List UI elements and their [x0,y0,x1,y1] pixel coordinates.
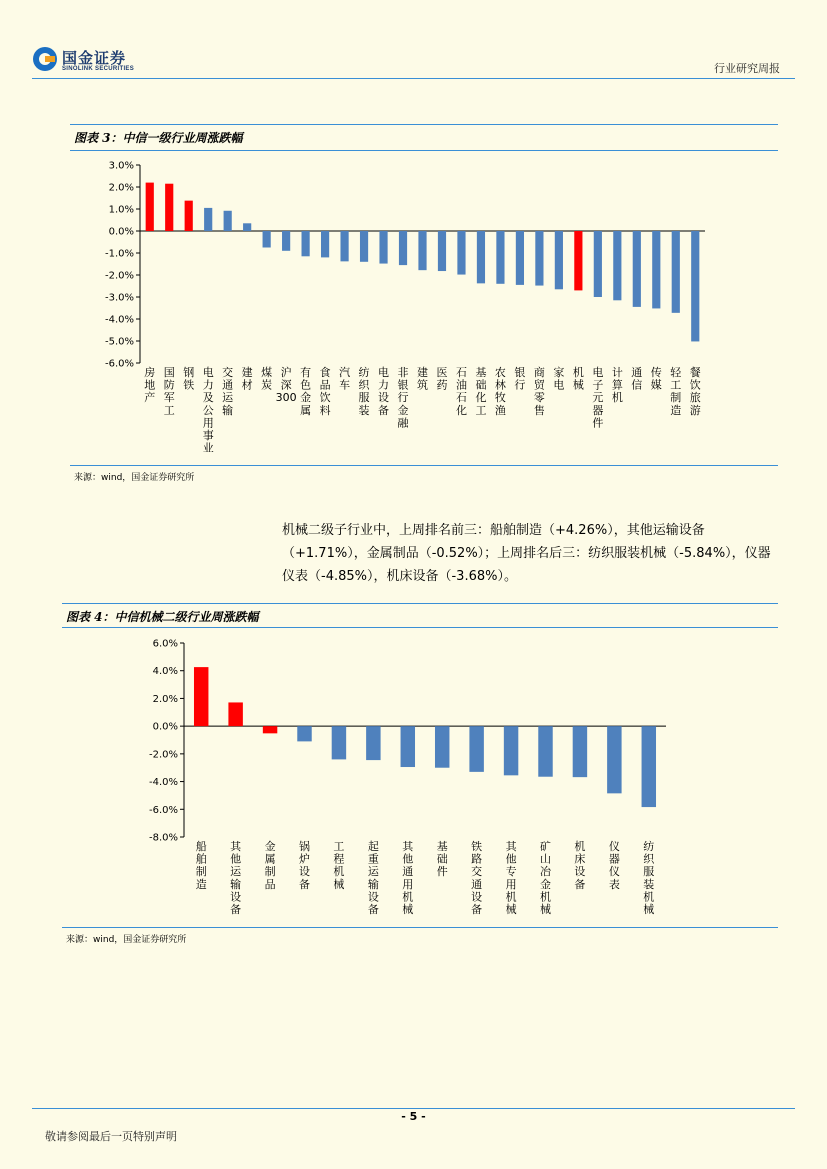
fig3-chart [70,150,778,465]
fig3-bar [340,231,348,261]
fig4-x-tick-label: 纺织服装机械 [643,840,655,916]
fig3-x-tick-label: 纺织服装 [358,366,370,417]
fig3-x-tick-label: 交通运输 [222,366,234,417]
fig3-x-tick-label: 国防军工 [163,366,175,417]
fig3-x-tick-label: 机械 [572,366,584,392]
fig3-y-tick-label: -1.0% [104,248,134,260]
fig3-x-tick-label: 农林牧渔 [494,366,506,417]
fig4-y-tick-label: -2.0% [148,749,178,761]
fig3-bar [165,184,173,231]
fig4-bar [297,726,311,741]
fig3-x-tick-label: 建筑 [417,366,428,392]
fig4-top-rule [62,603,778,604]
fig3-x-tick-label: 建材 [241,366,253,392]
fig3-bar [613,231,621,300]
fig3-x-tick-label: 房地产 [144,366,156,405]
fig3-bar [516,231,524,285]
fig3-x-tick-label: 基础化工 [475,366,487,417]
fig3-x-tick-label: 电子元器件 [592,366,604,430]
fig3-bar [555,231,563,289]
fig4-x-tick-label: 其他通用机械 [402,840,414,916]
fig3-bar [594,231,602,297]
logo-icon [32,46,58,72]
fig3-bar [321,231,329,257]
fig4-x-tick-label: 锅炉设备 [299,840,310,891]
fig4-y-tick-label: -4.0% [148,777,178,789]
fig3-bar [379,231,387,264]
fig3-x-tick-label: 通信 [631,366,643,392]
fig3-y-tick-label: -3.0% [104,292,134,304]
fig4-x-tick-label: 矿山冶金机械 [540,840,551,916]
fig3-x-tick-label: 计算机 [611,366,623,405]
fig3-y-tick-label: -6.0% [104,358,134,370]
fig4-x-tick-label: 铁路交通设备 [471,840,483,916]
fig4-x-tick-label: 船舶制造 [195,840,207,891]
fig4-title: 图表 4：中信机械二级行业周涨跌幅 [66,610,259,624]
fig4-bar [469,726,483,772]
page-number: - 5 - [401,1110,426,1123]
fig3-source: 来源：wind，国金证券研究所 [74,473,195,483]
fig3-bar [224,211,232,231]
fig4-bottom-rule [62,927,778,928]
fig4-y-tick-label: -8.0% [148,832,178,844]
header-rule [32,78,795,79]
fig4-y-tick-label: -6.0% [148,804,178,816]
fig4-bar [573,726,587,777]
fig3-bar [360,231,368,262]
footer-disclaimer: 敬请参阅最后一页特别声明 [45,1130,177,1143]
fig3-bar [146,183,154,231]
fig3-x-tick-label: 汽车 [339,366,351,392]
fig4-bar [366,726,380,760]
fig3-y-tick-label: -5.0% [104,336,134,348]
fig4-chart [62,627,778,927]
fig3-bar [672,231,680,313]
fig3-title: 图表 3：中信一级行业周涨跌幅 [74,131,243,145]
logo-text-en: SINOLINK SECURITIES [62,66,135,72]
fig4-bar [642,726,656,807]
fig4-x-tick-label: 起重运输设备 [367,840,379,916]
fig3-bar [457,231,465,275]
fig4-y-tick-label: 6.0% [152,638,178,650]
fig3-bar [185,201,193,231]
fig3-x-tick-label: 医药 [436,366,448,392]
fig4-bar [263,726,277,733]
fig3-x-tick-label: 家电 [553,366,565,392]
fig4-y-tick-label: 0.0% [152,721,178,733]
fig3-bar [302,231,310,256]
fig3-x-tick-label: 轻工制造 [670,366,682,417]
fig3-x-tick-label: 有色金属 [300,366,312,417]
fig4-x-tick-label: 其他专用机械 [505,840,517,916]
fig4-bar [228,702,242,726]
fig3-bar [652,231,660,308]
fig4-x-tick-label: 工程机械 [333,840,345,891]
fig4-x-tick-label: 机床设备 [574,840,586,891]
fig3-bar [633,231,641,307]
fig4-bar [538,726,552,777]
fig3-y-tick-label: -4.0% [104,314,134,326]
fig4-source: 来源：wind，国金证券研究所 [66,935,187,945]
fig4-bar [194,667,208,726]
fig3-y-tick-label: 2.0% [108,182,134,194]
fig3-x-tick-label: 电力设备 [378,366,390,417]
fig3-bar [263,231,271,248]
fig3-bar [282,231,290,251]
fig3-x-tick-label: 银行 [514,366,526,392]
fig4-bar [607,726,621,793]
fig3-y-tick-label: 1.0% [108,204,134,216]
fig4-bar [435,726,449,768]
fig3-x-tick-label: 传媒 [650,366,662,392]
fig4-y-tick-label: 2.0% [152,693,178,705]
fig3-bar [399,231,407,265]
fig3-bar [438,231,446,271]
fig4-bar [504,726,518,775]
fig3-bar [691,231,699,341]
fig3-bar [204,208,212,231]
fig3-top-rule [70,124,778,125]
fig3-y-tick-label: -2.0% [104,270,134,282]
fig3-x-tick-label: 餐饮旅游 [689,366,701,417]
fig3-x-tick-label: 非银行金融 [397,366,409,430]
fig4-x-tick-label: 仪器仪表 [608,840,620,891]
fig4-bar [332,726,346,759]
fig3-x-tick-label: 沪深 300 [275,366,297,405]
fig3-x-tick-label: 石油石化 [455,366,467,417]
fig4-y-tick-label: 4.0% [152,666,178,678]
logo-text-cn: 国金证券 [62,49,127,67]
footer-rule [32,1108,795,1109]
fig3-bar [418,231,426,270]
fig3-bar [496,231,504,284]
fig4-x-tick-label: 其他运输设备 [230,840,242,916]
fig4-bar [401,726,415,767]
fig3-bar [477,231,485,283]
fig3-bar [243,223,251,231]
body-paragraph: 机械二级子行业中，上周排名前三：船舶制造（+4.26%），其他运输设备（+1.71%），金属制品（-0.52%）；上周排名后三：纺织服装机械（-5.84%），仪器仪表（-4.85%），机床设备（-3.68%）。 [282,523,771,584]
fig4-x-tick-label: 基础件 [436,840,448,879]
fig3-bar [574,231,582,290]
fig3-x-tick-label: 煤炭 [261,366,273,392]
fig3-x-tick-label: 电力及公用事业 [202,366,214,455]
fig3-bar [535,231,543,286]
fig3-bottom-rule [70,465,778,466]
fig3-x-tick-label: 食品饮料 [319,366,331,417]
fig4-x-tick-label: 金属制品 [264,840,276,891]
fig3-y-tick-label: 0.0% [108,226,134,238]
fig3-y-tick-label: 3.0% [108,160,134,172]
fig3-x-tick-label: 商贸零售 [533,366,545,417]
report-type: 行业研究周报 [714,62,780,75]
fig3-x-tick-label: 钢铁 [183,366,195,392]
